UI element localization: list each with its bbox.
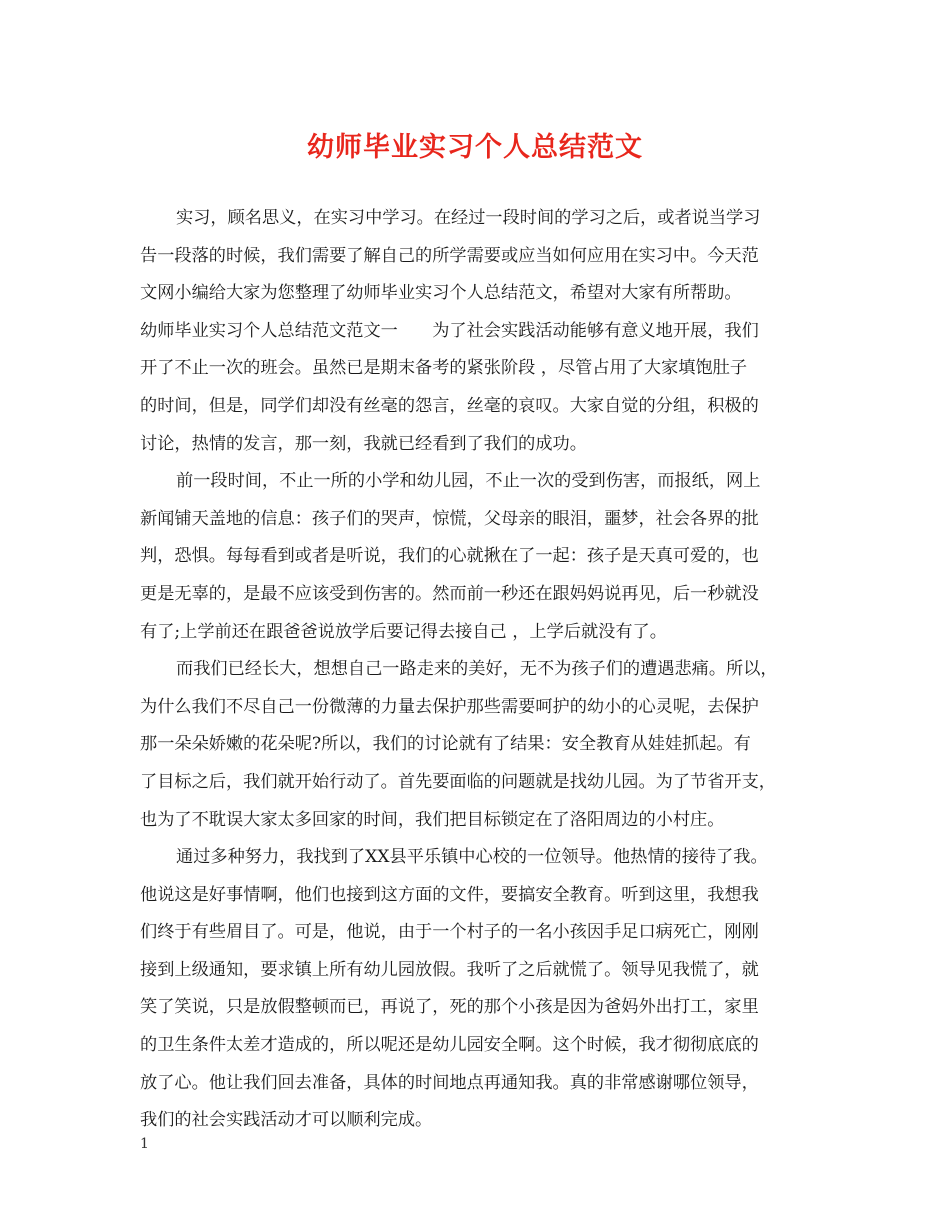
document-body	[140, 200, 826, 1140]
text-line: 讨论，热情的发言，那一刻，我就已经看到了我们的成功。	[140, 433, 587, 454]
text-line: 那一朵朵娇嫩的花朵呢?所以，我们的讨论就有了结果：安全教育从娃娃抓起。有	[140, 734, 751, 755]
text-line: 也为了不耽误大家太多回家的时间，我们把目标锁定在了洛阳周边的小村庄。	[140, 809, 725, 830]
text-line: 新闻铺天盖地的信息：孩子们的哭声，惊慌，父母亲的眼泪，噩梦，社会各界的批	[140, 508, 759, 529]
text-line: 判，恐惧。每每看到或者是听说，我们的心就揪在了一起：孩子是天真可爱的，也	[140, 546, 759, 567]
paragraph-section-one	[140, 313, 826, 463]
text-line: 放了心。他让我们回去准备，具体的时间地点再通知我。真的非常感谢哪位领导，	[140, 1072, 759, 1093]
paragraph-intro	[140, 200, 826, 313]
text-line: 了目标之后，我们就开始行动了。首先要面临的问题就是找幼儿园。为了节省开支，	[140, 771, 776, 792]
text-line: 为什么我们不尽自己一份微薄的力量去保护那些需要呵护的幼小的心灵呢，去保护	[140, 696, 759, 717]
text-line: 笑了笑说，只是放假整顿而已，再说了，死的那个小孩是因为爸妈外出打工，家里	[140, 997, 759, 1018]
text-line: 更是无辜的，是最不应该受到伤害的。然而前一秒还在跟妈妈说再见，后一秒就没	[140, 583, 759, 604]
text-line: 接到上级通知，要求镇上所有幼儿园放假。我听了之后就慌了。领导见我慌了，就	[140, 959, 759, 980]
page-number: 1	[140, 1136, 149, 1152]
paragraph-goal	[140, 651, 826, 839]
text-line: 的卫生条件太差才造成的，所以呢还是幼儿园安全啊。这个时候，我才彻彻底底的	[140, 1035, 759, 1056]
text-line: 们终于有些眉目了。可是，他说，由于一个村子的一名小孩因手足口病死亡，刚刚	[140, 922, 759, 943]
text-line: 前一段时间，不止一所的小学和幼儿园，不止一次的受到伤害，而报纸，网上	[176, 471, 761, 492]
text-line: 有了;上学前还在跟爸爸说放学后要记得去接自己 ，上学后就没有了。	[140, 621, 667, 642]
text-line: 他说这是好事情啊，他们也接到这方面的文件，要搞安全教育。听到这里，我想我	[140, 884, 759, 905]
text-line: 的时间，但是，同学们却没有丝毫的怨言，丝毫的哀叹。大家自觉的分组，积极的	[140, 395, 759, 416]
text-line: 开了不止一次的班会。虽然已是期末备考的紧张阶段 ，尽管占用了大家填饱肚子	[140, 358, 748, 379]
text-line: 幼师毕业实习个人总结范文范文一 为了社会实践活动能够有意义地开展，我们	[140, 320, 759, 341]
text-line: 我们的社会实践活动才可以顺利完成。	[140, 1110, 433, 1131]
text-line: 告一段落的时候，我们需要了解自己的所学需要或应当如何应用在实习中。今天范	[140, 245, 759, 266]
text-line: 而我们已经长大，想想自己一路走来的美好，无不为孩子们的遭遇悲痛。所以，	[176, 659, 778, 680]
paragraph-news	[140, 463, 826, 651]
document-title: 幼师毕业实习个人总结范文	[307, 132, 643, 163]
text-line: 实习，顾名思义，在实习中学习。在经过一段时间的学习之后，或者说当学习	[176, 208, 761, 228]
paragraph-leader	[140, 839, 826, 1140]
text-line: 通过多种努力，我找到了XX县平乐镇中心校的一位领导。他热情的接待了我。	[176, 847, 768, 868]
text-line: 文网小编给大家为您整理了幼师毕业实习个人总结范文，希望对大家有所帮助。	[140, 283, 742, 304]
